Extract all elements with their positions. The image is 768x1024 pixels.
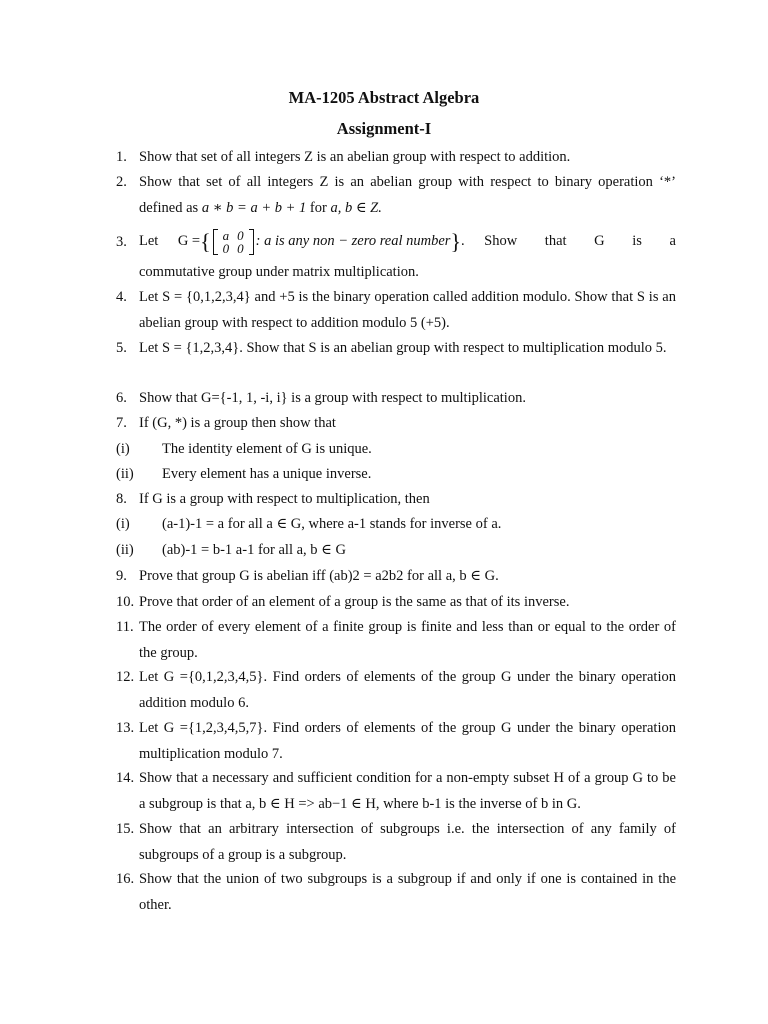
question-number: 4. — [116, 289, 127, 305]
question-number: 9. — [116, 568, 127, 584]
question-text: Prove that group G is abelian iff (ab)2 = a2b2 for all a, b ∈ G. — [139, 568, 499, 584]
question-text: Prove that order of an element of a group is the same as that of its inverse. — [139, 594, 570, 610]
question-number: 13. — [116, 720, 135, 736]
question-14 — [116, 766, 676, 817]
question-number: 7. — [116, 415, 127, 431]
question-16 — [116, 867, 676, 918]
question-text: Show that the union of two subgroups is a subgroup if and only if one is contained in the other. — [139, 871, 676, 913]
assignment-title: Assignment-I — [336, 119, 432, 138]
question-text: Let S = {0,1,2,3,4} and +5 is the binary operation called addition modulo. Show that S is an abelian group with respect to addition modulo 5 (+5). — [139, 289, 676, 331]
sub-item: (ii) Every element has a unique inverse. — [116, 466, 372, 482]
question-number: 15. — [116, 821, 135, 837]
question-number: 16. — [116, 871, 135, 887]
question-4 — [116, 285, 676, 336]
question-12 — [116, 665, 676, 716]
question-text: The order of every element of a finite group is finite and less than or equal to the order of the group. — [139, 619, 676, 661]
question-15 — [116, 817, 676, 868]
sub-item: (i) (a-1)-1 = a for all a ∈ G, where a-1 stands for inverse of a. — [116, 516, 502, 532]
question-number: 10. — [116, 594, 135, 610]
question-text: If (G, *) is a group then show that — [139, 415, 336, 431]
question-number: 14. — [116, 770, 135, 786]
question-text: Show that set of all integers Z is an abelian group with respect to addition. — [139, 149, 571, 165]
course-title: MA-1205 Abstract Algebra — [288, 88, 480, 107]
question-number: 3. — [116, 234, 127, 250]
question-number: 8. — [116, 491, 127, 507]
question-number: 1. — [116, 149, 127, 165]
matrix: a 0 0 0 — [213, 229, 254, 255]
binary-operation-formula: a ∗ b = a + b + 1 — [201, 199, 307, 216]
question-9 — [116, 564, 676, 590]
subgroup-criterion: a, b ∈ H => ab−1 ∈ H, where b-1 is the inverse of b in G. — [245, 795, 581, 812]
question-text: Let G = { a 0 0 0 : a is any non − zero real number } . Show that G is a commutative group under matrix multiplication. — [139, 228, 676, 280]
abelian-condition: (ab)2 = a2b2 for all a, b ∈ G. — [329, 568, 499, 584]
question-number: 11. — [116, 619, 134, 635]
set-G: G = — [177, 233, 201, 250]
sub-item: (i) The identity element of G is unique. — [116, 441, 372, 457]
question-8 — [116, 487, 676, 513]
question-number: 5. — [116, 340, 127, 356]
question-text: Show that set of all integers Z is an abelian group with respect to binary operation ‘*’ defined as a ∗ b = a + b + 1 for a, b ∈ Z. — [139, 174, 676, 216]
question-text: Let S = {1,2,3,4}. Show that S is an abelian group with respect to multiplication modulo 5. — [139, 340, 667, 356]
question-13 — [116, 716, 676, 767]
question-text: Show that an arbitrary intersection of subgroups i.e. the intersection of any family of subgroups of a group is a subgroup. — [139, 821, 676, 863]
sub-item: (ii) (ab)-1 = b-1 a-1 for all a, b ∈ G — [116, 542, 346, 558]
question-text: If G is a group with respect to multiplication, then — [139, 491, 430, 507]
question-2 — [116, 170, 676, 221]
question-3 — [116, 226, 676, 286]
question-text: Show that G={-1, 1, -i, i} is a group with respect to multiplication. — [139, 390, 526, 406]
question-text: Let G ={0,1,2,3,4,5}. Find orders of elements of the group G under the binary operation addition modulo 6. — [139, 669, 676, 711]
question-6 — [116, 386, 676, 412]
question-number: 12. — [116, 669, 135, 685]
question-number: 6. — [116, 390, 127, 406]
question-text: Let G ={1,2,3,4,5,7}. Find orders of elements of the group G under the binary operation multiplication modulo 7. — [139, 720, 676, 762]
question-1 — [116, 145, 676, 171]
question-10 — [116, 590, 676, 616]
question-7 — [116, 411, 676, 437]
domain-condition: a, b ∈ Z. — [330, 199, 382, 216]
question-text: Show that a necessary and sufficient condition for a non-empty subset H of a group G to be a subgroup is that a, b ∈ H => ab−1 ∈ H, where b-1 is the inverse of b in G. — [139, 770, 676, 812]
question-11 — [116, 615, 676, 666]
question-number: 2. — [116, 174, 127, 190]
matrix-condition: : a is any non − zero real number — [255, 233, 451, 250]
question-5 — [116, 336, 676, 362]
